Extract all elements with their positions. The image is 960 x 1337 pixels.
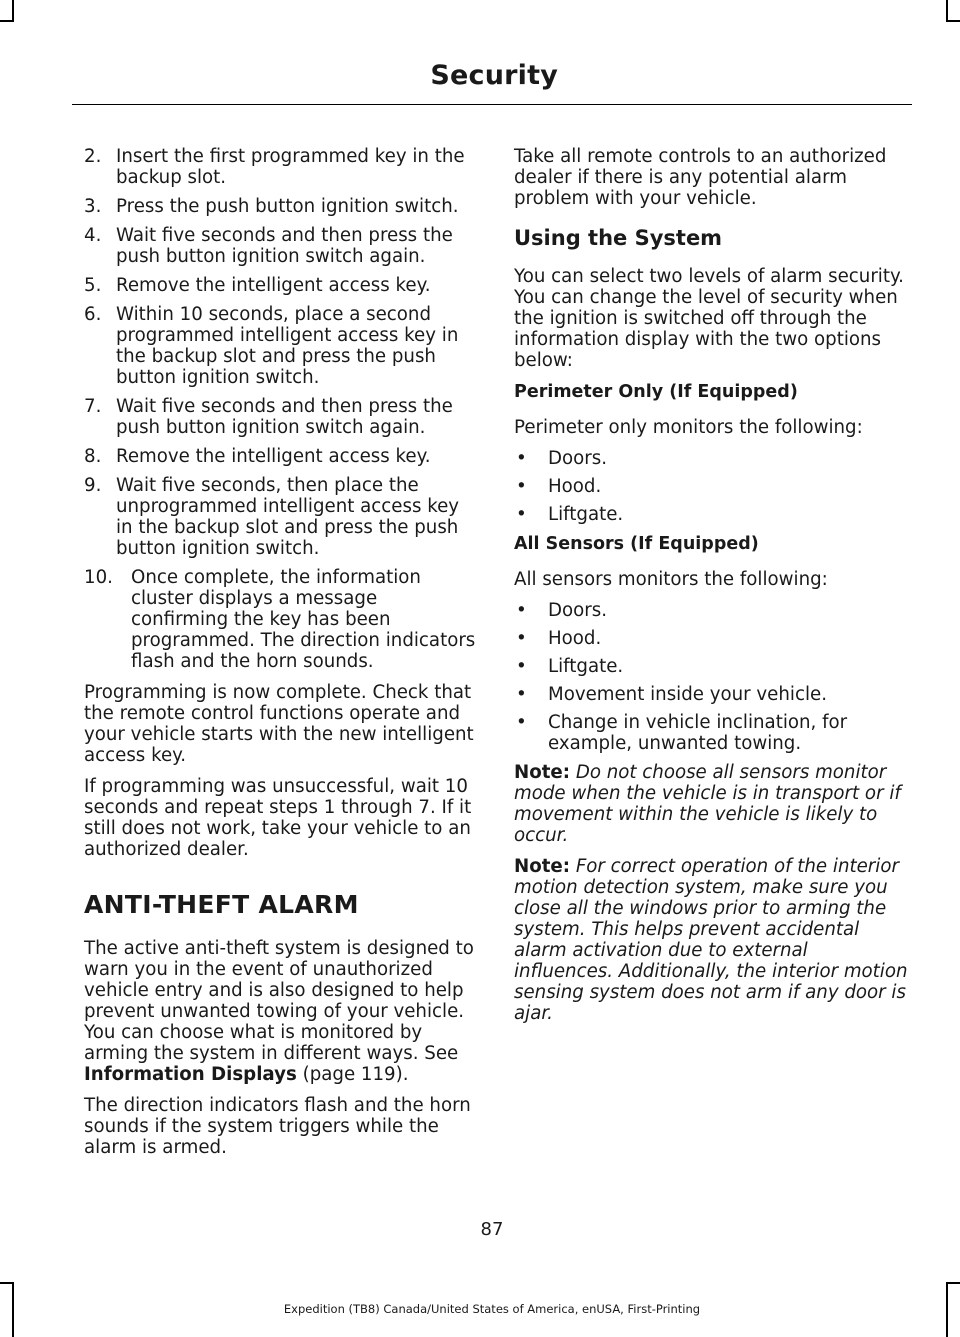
- bullet-text: Doors.: [548, 600, 607, 621]
- note-label: Note:: [514, 762, 571, 783]
- list-item: [514, 504, 912, 525]
- note-text: For correct operation of the interior motion detection system, make sure you close all the windows prior to arming the system. This helps prevent accidental alarm activation due to external influences. Additionally, the interior motion sensing system does not arm if any door is ajar.: [514, 856, 908, 1024]
- page-title: Security: [430, 60, 558, 91]
- perimeter-intro: Perimeter only monitors the following:: [514, 417, 863, 438]
- bullet: •: [516, 712, 527, 733]
- step-number: 3.: [84, 196, 102, 217]
- bullet-text: Doors.: [548, 448, 607, 469]
- step-list: [84, 146, 476, 672]
- crop-mark: [946, 1282, 960, 1284]
- crop-mark: [12, 0, 14, 22]
- crop-mark: [946, 20, 960, 22]
- list-item: [84, 275, 476, 296]
- step-text: Wait five seconds and then press the push button ignition switch again.: [116, 225, 453, 267]
- bullet: •: [516, 656, 527, 677]
- list-item: [514, 600, 912, 621]
- note-text: Do not choose all sensors monitor mode when the vehicle is in transport or if movement within the vehicle is likely to occur.: [514, 762, 901, 846]
- crop-mark: [0, 20, 14, 22]
- perimeter-heading: Perimeter Only (If Equipped): [514, 382, 798, 402]
- step-number: 4.: [84, 225, 102, 246]
- footer-text: Expedition (TB8) Canada/United States of America, enUSA, First-Printing: [283, 1302, 701, 1316]
- bullet-text: Hood.: [548, 628, 602, 649]
- step-text: Once complete, the information cluster displays a message confirming the key has been programmed. The direction indicators flash and the horn sounds.: [131, 567, 476, 672]
- sensors-list: [514, 600, 912, 754]
- paragraph-levels: You can select two levels of alarm security. You can change the level of security when the ignition is switched off through the information display with the two options below:: [514, 266, 904, 371]
- bullet: •: [516, 628, 527, 649]
- bullet-text: Movement inside your vehicle.: [548, 684, 827, 705]
- list-item: [514, 448, 912, 469]
- list-item: [84, 475, 476, 559]
- bullet: •: [516, 448, 527, 469]
- list-item: [84, 567, 476, 672]
- list-item: [84, 396, 476, 438]
- bullet: •: [516, 684, 527, 705]
- crop-mark: [946, 0, 948, 22]
- sensors-heading: All Sensors (If Equipped): [514, 534, 759, 554]
- step-number: 7.: [84, 396, 102, 417]
- list-item: [84, 446, 476, 467]
- step-text: Remove the intelligent access key.: [116, 275, 431, 296]
- step-number: 10.: [84, 567, 113, 588]
- note-label: Note:: [514, 856, 571, 877]
- step-number: 2.: [84, 146, 102, 167]
- step-text: Press the push button ignition switch.: [116, 196, 459, 217]
- bullet-text: Liftgate.: [548, 504, 624, 525]
- paragraph-complete: Programming is now complete. Check that the remote control functions operate and your vehicle starts with the new intelligent access key.: [84, 682, 474, 766]
- note-transport: [514, 762, 912, 846]
- list-item: [514, 628, 912, 649]
- left-column: [84, 146, 476, 1168]
- info-displays-link[interactable]: Information Displays: [84, 1064, 297, 1085]
- list-item: [514, 684, 912, 705]
- step-text: Remove the intelligent access key.: [116, 446, 431, 467]
- list-item: [84, 225, 476, 267]
- subsection-heading: Using the System: [514, 226, 723, 250]
- paragraph-triggers: The direction indicators flash and the horn sounds if the system triggers while the alarm is armed.: [84, 1095, 471, 1158]
- crop-mark: [0, 1282, 14, 1284]
- bullet-text: Liftgate.: [548, 656, 624, 677]
- bullet: •: [516, 504, 527, 525]
- paragraph-dealer: Take all remote controls to an authorized dealer if there is any potential alarm problem with your vehicle.: [514, 146, 887, 209]
- list-item: [84, 304, 476, 388]
- list-item: [514, 656, 912, 677]
- step-number: 8.: [84, 446, 102, 467]
- list-item: [84, 146, 476, 188]
- list-item: [84, 196, 476, 217]
- paragraph-active-system: [84, 938, 476, 1085]
- note-interior-motion: [514, 856, 912, 1024]
- bullet: •: [516, 600, 527, 621]
- list-item: [514, 712, 912, 754]
- step-text: Insert the first programmed key in the backup slot.: [116, 146, 465, 188]
- step-text: Wait five seconds and then press the push button ignition switch again.: [116, 396, 453, 438]
- step-text: Wait five seconds, then place the unprogrammed intelligent access key in the backup slot and press the push button ignition switch.: [116, 475, 460, 559]
- paragraph-text: The active anti-theft system is designed to warn you in the event of unauthorized vehicle entry and is also designed to help prevent unwanted towing of your vehicle. You can choose what is monitored by arming the system in different ways. See: [84, 938, 474, 1064]
- perimeter-list: [514, 448, 912, 525]
- header-divider: [72, 104, 912, 105]
- bullet: •: [516, 476, 527, 497]
- sensors-intro: All sensors monitors the following:: [514, 569, 828, 590]
- bullet-text: Hood.: [548, 476, 602, 497]
- right-column: [514, 146, 912, 1034]
- step-number: 6.: [84, 304, 102, 325]
- step-text: Within 10 seconds, place a second programmed intelligent access key in the backup slot and press the push button ignition switch.: [116, 304, 459, 388]
- section-heading: ANTI-THEFT ALARM: [84, 890, 359, 919]
- list-item: [514, 476, 912, 497]
- step-number: 5.: [84, 275, 102, 296]
- paragraph-unsuccessful: If programming was unsuccessful, wait 10 seconds and repeat steps 1 through 7. If it still does not work, take your vehicle to an authorized dealer.: [84, 776, 472, 860]
- page-reference: (page 119).: [296, 1064, 409, 1085]
- step-number: 9.: [84, 475, 102, 496]
- page-number: 87: [480, 1219, 504, 1240]
- bullet-text: Change in vehicle inclination, for example, unwanted towing.: [548, 712, 848, 754]
